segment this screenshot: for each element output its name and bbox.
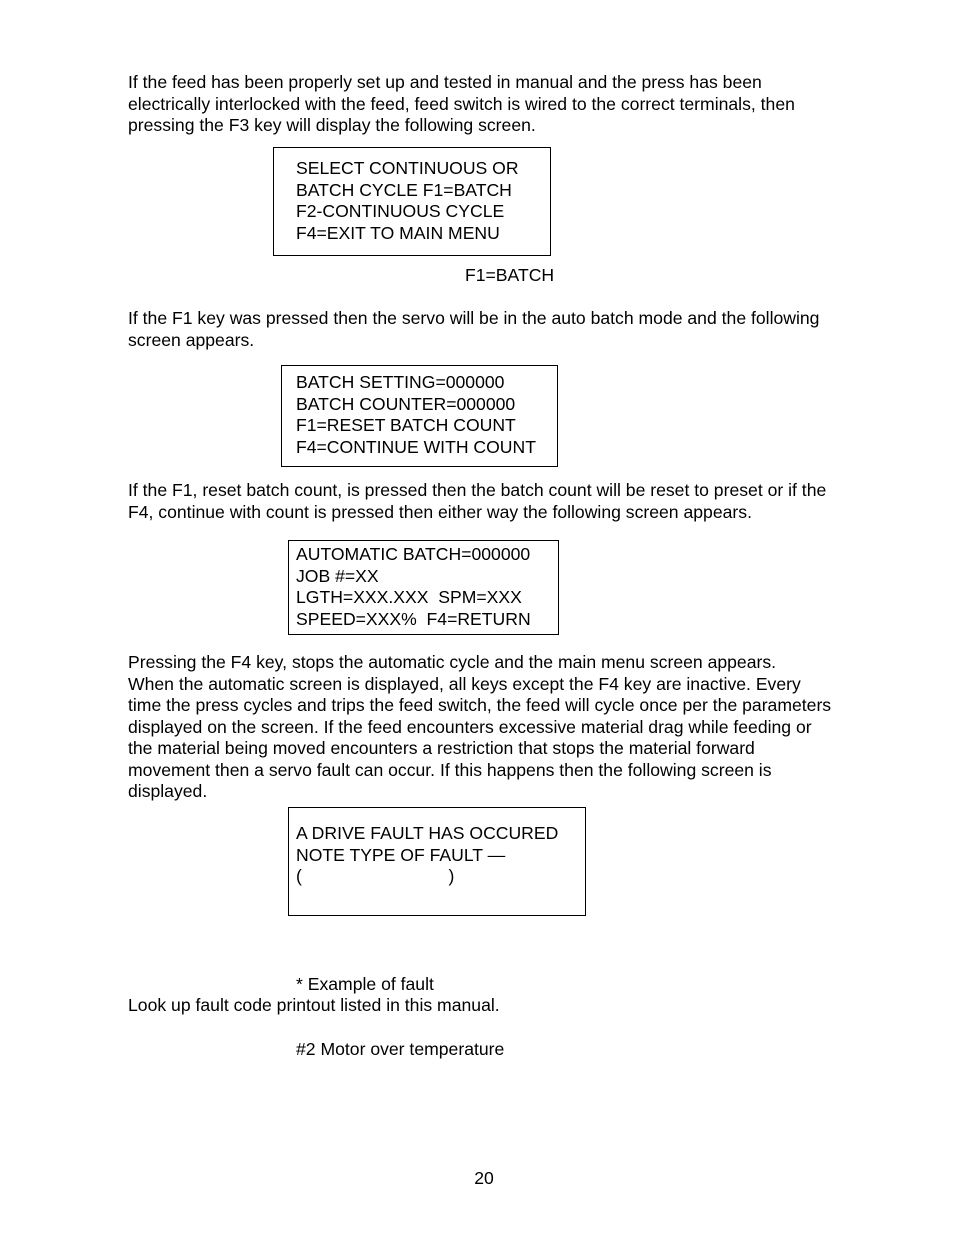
- screen-line: F2-CONTINUOUS CYCLE: [296, 201, 505, 221]
- screen-drive-fault: [288, 807, 586, 916]
- screen-line: BATCH COUNTER=000000: [296, 393, 516, 414]
- screen-line: BATCH SETTING=000000: [296, 372, 505, 392]
- paragraph-line: If the F1, reset batch count, is pressed then the batch count will be reset to preset or if the: [128, 480, 827, 500]
- screen-line: A DRIVE FAULT HAS OCCURED: [296, 823, 559, 843]
- screen-line: F4=EXIT TO MAIN MENU: [296, 222, 500, 243]
- paragraph-line: movement then a servo fault can occur. If this happens then the following screen is: [128, 759, 772, 780]
- page-number: 20: [474, 1168, 494, 1188]
- paragraph-line: pressing the F3 key will display the following screen.: [128, 115, 536, 135]
- f4-paragraph: [128, 652, 888, 803]
- paragraph-line: displayed on the screen. If the feed encounters excessive material drag while feeding or: [128, 716, 812, 737]
- screen-line: LGTH=XXX.XXX SPM=XXX: [296, 587, 522, 607]
- paragraph-line: Pressing the F4 key, stops the automatic cycle and the main menu screen appears.: [128, 652, 777, 672]
- closing-paragraph: Look up fault code printout listed in this manual.: [128, 995, 500, 1015]
- screen-automatic-batch: [288, 540, 559, 635]
- screen-line: JOB #=XX: [296, 565, 379, 586]
- intro-paragraph: [128, 72, 888, 137]
- paragraph-line: If the F1 key was pressed then the servo will be in the auto batch mode and the following: [128, 308, 820, 328]
- batch-paragraph: [128, 308, 888, 351]
- screen-line: NOTE TYPE OF FAULT —: [296, 844, 506, 865]
- fault-example-line: * Example of fault: [296, 974, 434, 994]
- fault-example-line: #2 Motor over temperature: [296, 1038, 505, 1059]
- paragraph-line: F4, continue with count is pressed then either way the following screen appears.: [128, 501, 752, 522]
- paragraph-line: If the feed has been properly set up and tested in manual and the press has been: [128, 72, 762, 92]
- paragraph-line: the material being moved encounters a restriction that stops the material forward: [128, 738, 755, 758]
- paragraph-line: screen appears.: [128, 329, 255, 350]
- paragraph-line: electrically interlocked with the feed, feed switch is wired to the correct terminals, then: [128, 93, 795, 114]
- paragraph-line: time the press cycles and trips the feed switch, the feed will cycle once per the parameters: [128, 695, 832, 715]
- paragraph-line: displayed.: [128, 781, 208, 801]
- screen-line: ( ): [296, 866, 455, 886]
- reset-paragraph: [128, 480, 888, 523]
- screen-line: F1=RESET BATCH COUNT: [296, 415, 516, 435]
- screen-line: SELECT CONTINUOUS OR: [296, 158, 519, 178]
- paragraph-line: When the automatic screen is displayed, all keys except the F4 key are inactive. Every: [128, 673, 801, 694]
- screen-line: SPEED=XXX% F4=RETURN: [296, 608, 531, 629]
- f1-batch-caption: F1=BATCH: [465, 265, 555, 285]
- screen-line: F4=CONTINUE WITH COUNT: [296, 436, 536, 457]
- screen-batch-setting: [281, 365, 558, 467]
- screen-line: AUTOMATIC BATCH=000000: [296, 544, 531, 564]
- screen-select-cycle: [273, 147, 551, 256]
- screen-line: BATCH CYCLE F1=BATCH: [296, 179, 512, 200]
